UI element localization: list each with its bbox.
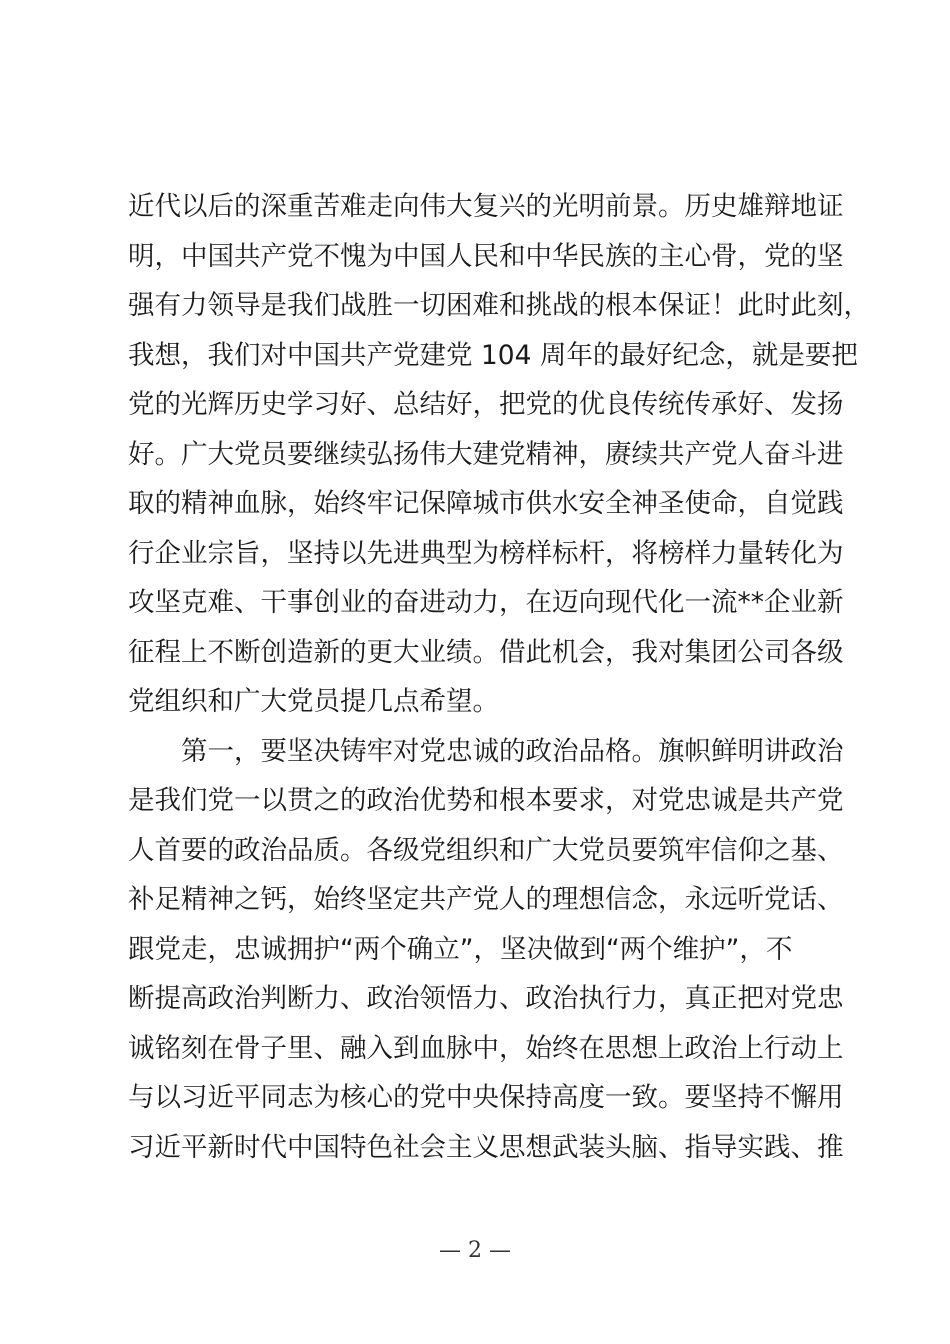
text-line: 党的光辉历史学习好、总结好，把党的优良传统传承好、发扬: [128, 389, 844, 420]
text-line: 好。广大党员要继续弘扬伟大建党精神，赓续共产党人奋斗进: [128, 438, 844, 470]
text-line: 人首要的政治品质。各级党组织和广大党员要筑牢信仰之基、: [128, 834, 844, 866]
text-line: 与以习近平同志为核心的党中央保持高度一致。要坚持不懈用: [128, 1082, 844, 1113]
text-line: 诚铭刻在骨子里、融入到血脉中，始终在思想上政治上行动上: [128, 1032, 844, 1064]
text-line: 征程上不断创造新的更大业绩。借此机会，我对集团公司各级: [128, 636, 844, 668]
page-number: — 2 —: [439, 1238, 511, 1263]
text-line: 党组织和广大党员提几点希望。: [128, 686, 499, 717]
text-line: 习近平新时代中国特色社会主义思想武装头脑、指导实践、推: [128, 1131, 844, 1163]
text-line: 近代以后的深重苦难走向伟大复兴的光明前景。历史雄辩地证: [128, 191, 844, 222]
text-line: 断提高政治判断力、政治领悟力、政治执行力，真正把对党忠: [128, 983, 844, 1014]
text-line: 补足精神之钙，始终坚定共产党人的理想信念，永远听党话、: [128, 884, 844, 915]
text-line: 攻坚克难、干事创业的奋进动力，在迈向现代化一流**企业新: [128, 587, 844, 618]
text-line: 行企业宗旨，坚持以先进典型为榜样标杆，将榜样力量转化为: [128, 537, 844, 569]
text-line: 强有力领导是我们战胜一切困难和挑战的根本保证！此时此刻，: [128, 290, 870, 321]
text-line: 取的精神血脉，始终牢记保障城市供水安全神圣使命，自觉践: [128, 488, 844, 519]
text-line: 跟党走，忠诚拥护“两个确立”，坚决做到“两个维护”，不: [128, 933, 793, 965]
text-line: 明，中国共产党不愧为中国人民和中华民族的主心骨，党的坚: [128, 240, 844, 272]
body-text: [128, 182, 868, 1172]
text-line: 我想，我们对中国共产党建党 104 周年的最好纪念，就是要把: [128, 339, 858, 371]
text-line: 是我们党一以贯之的政治优势和根本要求，对党忠诚是共产党: [128, 785, 844, 816]
paragraph-start-line: 第一，要坚决铸牢对党忠诚的政治品格。旗帜鲜明讲政治: [128, 735, 844, 767]
